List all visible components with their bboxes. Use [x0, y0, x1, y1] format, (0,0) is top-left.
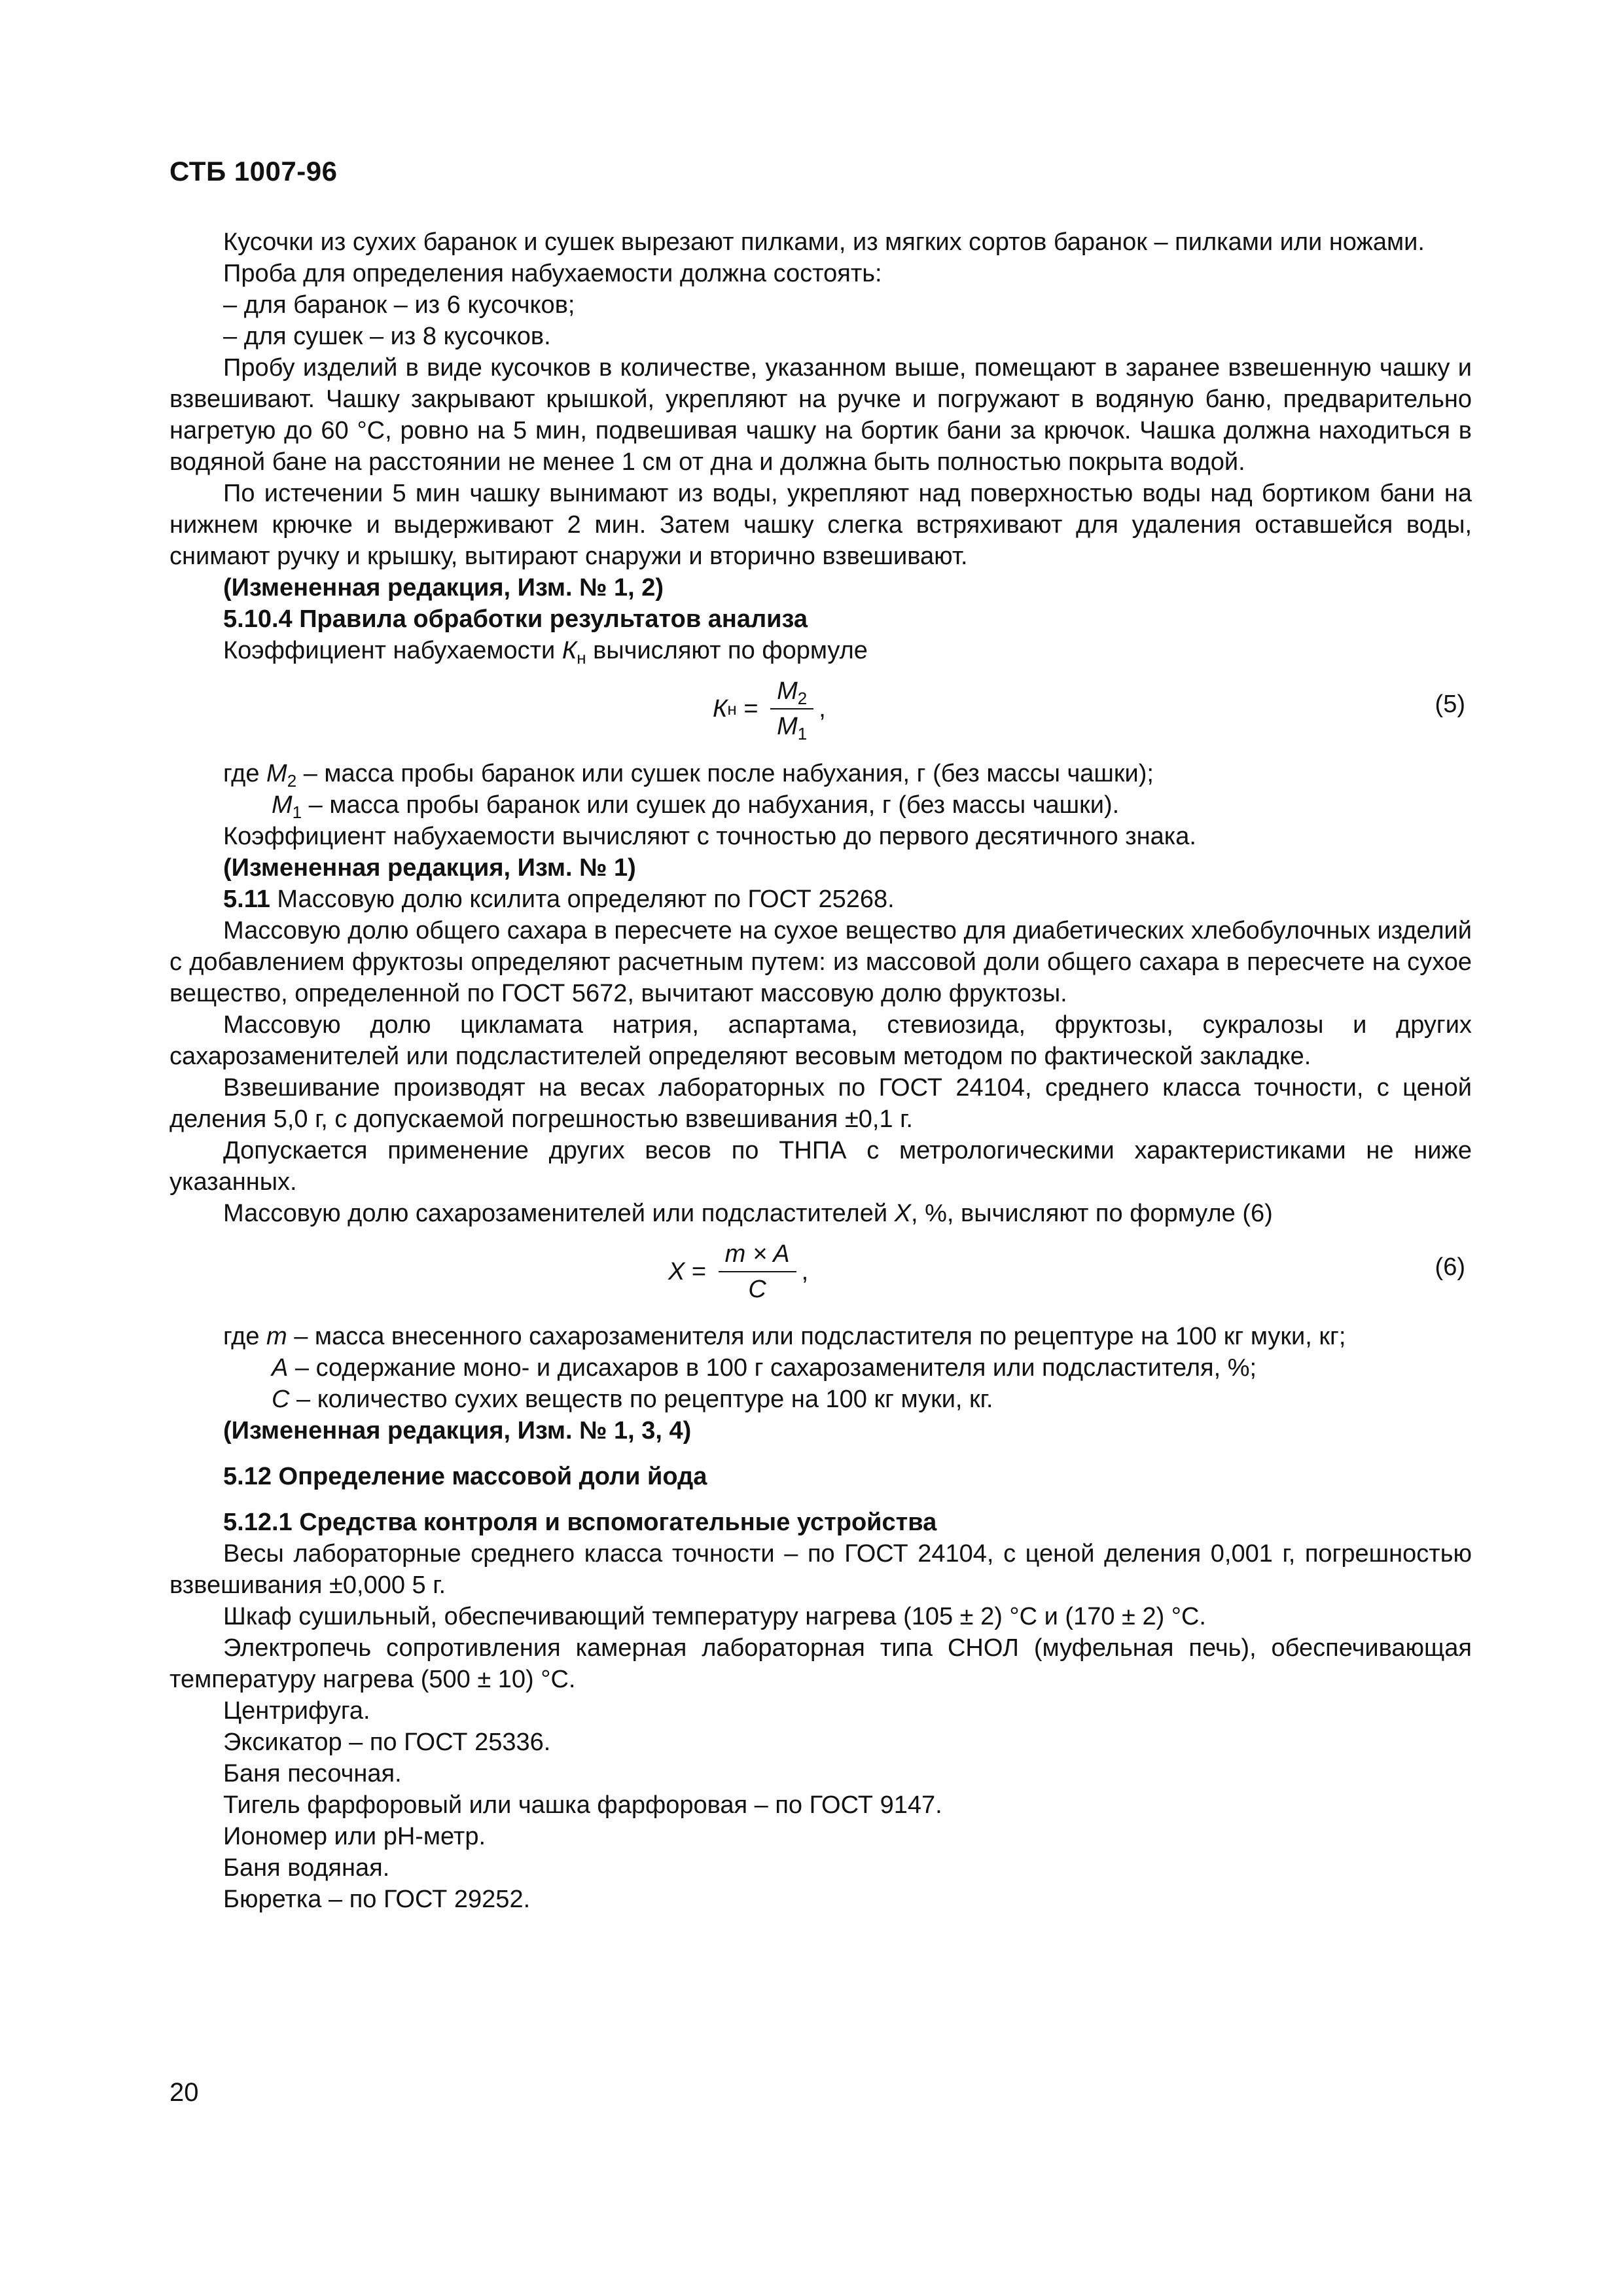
text-span: Коэффициент набухаемости [223, 637, 562, 664]
symbol: С [272, 1386, 290, 1413]
text-span: Массовую долю сахарозаменителей или подсластителей [223, 1200, 895, 1227]
amendment-note: (Измененная редакция, Изм. № 1) [223, 854, 636, 882]
paragraph: Шкаф сушильный, обеспечивающий температуру нагрева (105 ± 2) °С и (170 ± 2) °С. [223, 1603, 1206, 1630]
where-line [169, 789, 1472, 821]
symbol: М [777, 677, 798, 705]
where-line [169, 758, 1472, 789]
section-heading-5-10-4: 5.10.4 Правила обработки результатов анализа [223, 605, 808, 633]
list-item: – для сушек – из 8 кусочков. [223, 323, 551, 350]
paragraph: Проба для определения набухаемости должна состоять: [223, 260, 882, 287]
fraction-denominator: C [748, 1276, 766, 1303]
document-code: СТБ 1007-96 [169, 156, 338, 187]
symbol: А [272, 1354, 289, 1382]
list-item: Тигель фарфоровый или чашка фарфоровая – по ГОСТ 9147. [223, 1791, 942, 1819]
list-item: Иономер или рН-метр. [223, 1823, 486, 1850]
list-item: Баня водяная. [223, 1854, 390, 1882]
text-span: Массовую долю ксилита определяют по ГОСТ 25268. [270, 886, 895, 913]
comma: , [819, 695, 826, 723]
list-item: Бюретка – по ГОСТ 29252. [223, 1886, 531, 1913]
amendment-note: (Измененная редакция, Изм. № 1, 3, 4) [223, 1417, 692, 1444]
paragraph: Коэффициент набухаемости вычисляют с точностью до первого десятичного знака. [223, 823, 1196, 850]
paragraph: Электропечь сопротивления камерная лабораторная типа СНОЛ (муфельная печь), обеспечивающая температуру нагрева (500 ± 10) °С. [169, 1634, 1472, 1693]
symbol: К [562, 637, 577, 664]
text-span: где [223, 1323, 267, 1350]
formula-number: (6) [1435, 1253, 1465, 1281]
fraction [719, 1238, 796, 1305]
paragraph: Кусочки из сухих баранок и сушек вырезают пилками, из мягких сортов баранок – пилками или ножами. [223, 228, 1425, 256]
symbol: Х [894, 1200, 912, 1227]
text-span: – масса пробы баранок или сушек до набухания, г (без массы чашки). [302, 791, 1120, 819]
list-item: Баня песочная. [223, 1760, 402, 1787]
symbol: М [266, 760, 287, 787]
document-body [169, 226, 1472, 1915]
subscript: 1 [292, 802, 302, 822]
fraction-numerator [770, 675, 813, 709]
formula-5 [169, 666, 1472, 758]
paragraph: Допускается применение других весов по ТНПА с метрологическими характеристиками не ниже указанных. [169, 1137, 1472, 1196]
symbol: Х [668, 1258, 685, 1285]
symbol: М [777, 713, 798, 740]
equals-sign: = [736, 695, 766, 723]
subscript: 2 [287, 771, 297, 791]
where-line [169, 1352, 1472, 1384]
symbol: К [713, 695, 728, 723]
where-line [169, 1384, 1472, 1415]
text-span: – масса пробы баранок или сушек после набухания, г (без массы чашки); [296, 760, 1154, 787]
subscript: 2 [797, 689, 808, 708]
subscript: 1 [797, 724, 808, 744]
paragraph: Массовую долю общего сахара в пересчете на сухое вещество для диабетических хлебобулочных изделий с добавлением фруктозы определяют расчетным путем: из массовой доли общего сахара в пересчете на сухое вещество, определенной по ГОСТ 5672, вычитают массовую долю фруктозы. [169, 917, 1472, 1007]
paragraph [169, 635, 1472, 666]
paragraph [169, 1198, 1472, 1229]
fraction-numerator: m × A [719, 1238, 796, 1272]
paragraph: Пробу изделий в виде кусочков в количестве, указанном выше, помещают в заранее взвешенную чашку и взвешивают. Чашку закрывают крышкой, укрепляют на ручке и погружают в водяную баню, предварительно нагретую до 60 °С, ровно на 5 мин, подвешивая чашку на бортик бани за крючок. Чашка должна находиться в водяной бане на расстоянии не менее 1 см от дна и должна быть полностью покрыта водой. [169, 354, 1472, 476]
paragraph: Весы лабораторные среднего класса точности – по ГОСТ 24104, с ценой деления 0,001 г, погрешностью взвешивания ±0,000 5 г. [169, 1540, 1472, 1599]
where-line [169, 1321, 1472, 1352]
text-span: – содержание моно- и дисахаров в 100 г сахарозаменителя или подсластителя, %; [288, 1354, 1257, 1382]
formula-number: (5) [1435, 691, 1465, 718]
spacer [169, 1446, 1472, 1461]
symbol: М [272, 791, 293, 819]
formula-expression [668, 1229, 808, 1314]
page-number: 20 [169, 2078, 199, 2107]
comma: , [801, 1258, 809, 1285]
text-span: где [223, 760, 267, 787]
paragraph: Взвешивание производят на весах лабораторных по ГОСТ 24104, среднего класса точности, с ценой деления 5,0 г, с допускаемой погрешностью взвешивания ±0,1 г. [169, 1074, 1472, 1133]
amendment-note: (Измененная редакция, Изм. № 1, 2) [223, 574, 664, 601]
formula-6 [169, 1229, 1472, 1321]
subscript: н [577, 648, 586, 668]
spacer [169, 1492, 1472, 1507]
text-span: – масса внесенного сахарозаменителя или подсластителя по рецептуре на 100 кг муки, кг; [287, 1323, 1346, 1350]
text-span: , %, вычисляют по формуле (6) [911, 1200, 1273, 1227]
paragraph: По истечении 5 мин чашку вынимают из воды, укрепляют над поверхностью воды над бортиком бани на нижнем крючке и выдерживают 2 мин. Затем чашку слегка встряхивают для удаления оставшейся воды, снимают ручку и крышку, вытирают снаружи и вторично взвешивают. [169, 480, 1472, 570]
list-item: Центрифуга. [223, 1697, 370, 1725]
paragraph: Массовую долю цикламата натрия, аспартама, стевиозида, фруктозы, сукралозы и других сахарозаменителей или подсластителей определяют весовым методом по фактической закладке. [169, 1011, 1472, 1070]
fraction-denominator [770, 709, 813, 742]
text-span: – количество сухих веществ по рецептуре на 100 кг муки, кг. [289, 1386, 993, 1413]
text-span: вычисляют по формуле [586, 637, 868, 664]
clause-number: 5.11 [223, 886, 270, 913]
equals-sign: = [685, 1258, 713, 1285]
symbol: m [266, 1323, 287, 1350]
section-heading-5-12: 5.12 Определение массовой доли йода [223, 1463, 707, 1490]
list-item: – для баранок – из 6 кусочков; [223, 291, 575, 319]
fraction [770, 675, 813, 742]
formula-expression: К н = $\frac{М_2}{М_1}$ , [713, 666, 826, 751]
list-item: Эксикатор – по ГОСТ 25336. [223, 1729, 551, 1756]
paragraph [169, 884, 1472, 915]
section-heading-5-12-1: 5.12.1 Средства контроля и вспомогательные устройства [223, 1509, 937, 1536]
